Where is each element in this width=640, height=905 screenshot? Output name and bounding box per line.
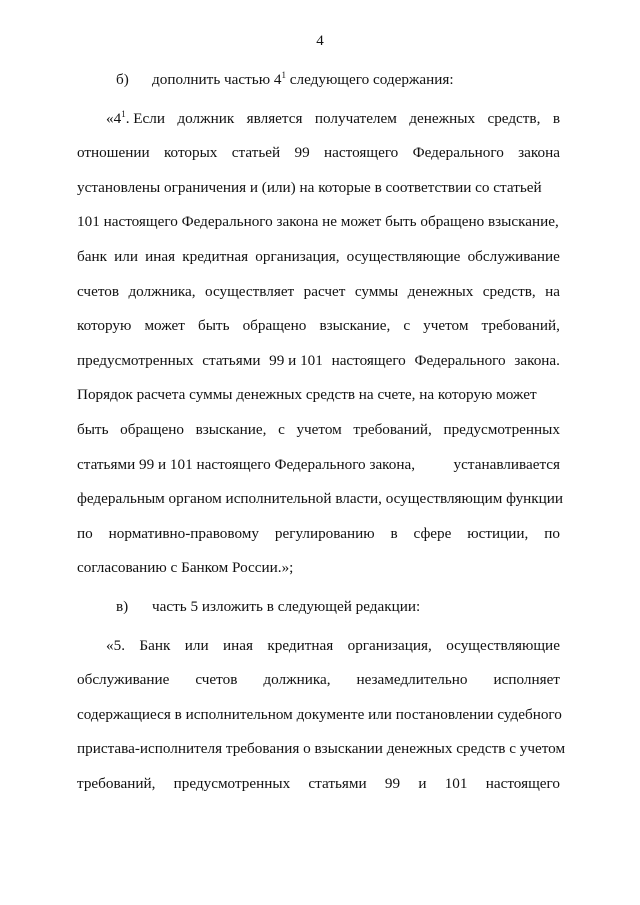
para-4-1-line: счетов должника, осуществляет расчет суммы денежных средств, на [77,282,560,300]
para-4-1-line: федеральным органом исполнительной власти, осуществляющим функции [77,490,564,508]
para-4-1-line: установлены ограничения и (или) на которые в соответствии со статьей [77,178,542,196]
para-4-1-line: банк или иная кредитная организация, осуществляющие обслуживание [77,247,560,265]
item-b-text: дополнить частью 4 [152,71,282,88]
para-4-1-line: отношении которых статьей 99 настоящего Федерального закона [77,144,560,162]
para-4-1-line: Порядок расчета суммы денежных средств на счете, на которую может [77,386,537,404]
item-b-text-end: следующего содержания: [285,71,454,88]
paragraph-5 [77,629,566,802]
item-b [77,63,560,98]
para-5-line: пристава-исполнителя требования о взыскании денежных средств с учетом [77,740,566,758]
document-body [77,63,566,801]
para-4-1-line: статьями 99 и 101 настоящего Федерального закона, устанавливается [77,455,560,473]
item-v [77,590,560,625]
paragraph-4-1-number: «$4^1$. Если [106,108,166,127]
para-4-1-line: которую может быть обращено взыскание, с учетом требований, [77,317,560,335]
item-v-marker: в) [116,597,129,615]
paragraph-4-1-first-line: «$4^1$. Если должник является получателем денежных средств, в [77,102,560,137]
para-4-1-line: предусмотренных статьями 99 и 101 настоящего Федерального закона. [77,351,560,369]
para-5-line: содержащиеся в исполнительном документе или постановлении судебного [77,705,562,723]
paragraph-4-1-superscript: 1 [121,108,126,119]
page-number: 4 [316,33,324,49]
paragraph-4-1 [77,102,564,586]
item-v-text: часть 5 изложить в следующей редакции: [152,597,421,615]
paragraph-5-first-line: «5. Банк или иная кредитная организация, осуществляющие [106,636,560,654]
para-5-line: обслуживание счетов должника, незамедлительно исполняет [77,671,560,689]
para-4-1-line: 101 настоящего Федерального закона не может быть обращено взыскание, [77,213,559,231]
para-5-line: требований, предусмотренных статьями 99 и 101 настоящего [77,774,560,792]
para-4-1-line: быть обращено взыскание, с учетом требований, предусмотренных [77,420,560,438]
para-4-1-line: по нормативно-правовому регулированию в сфере юстиции, по [77,524,560,542]
item-b-superscript: 1 [281,70,286,80]
paragraph-4-1-last-line: согласованию с Банком России.»; [77,559,294,577]
item-b-marker: б) [116,71,129,88]
